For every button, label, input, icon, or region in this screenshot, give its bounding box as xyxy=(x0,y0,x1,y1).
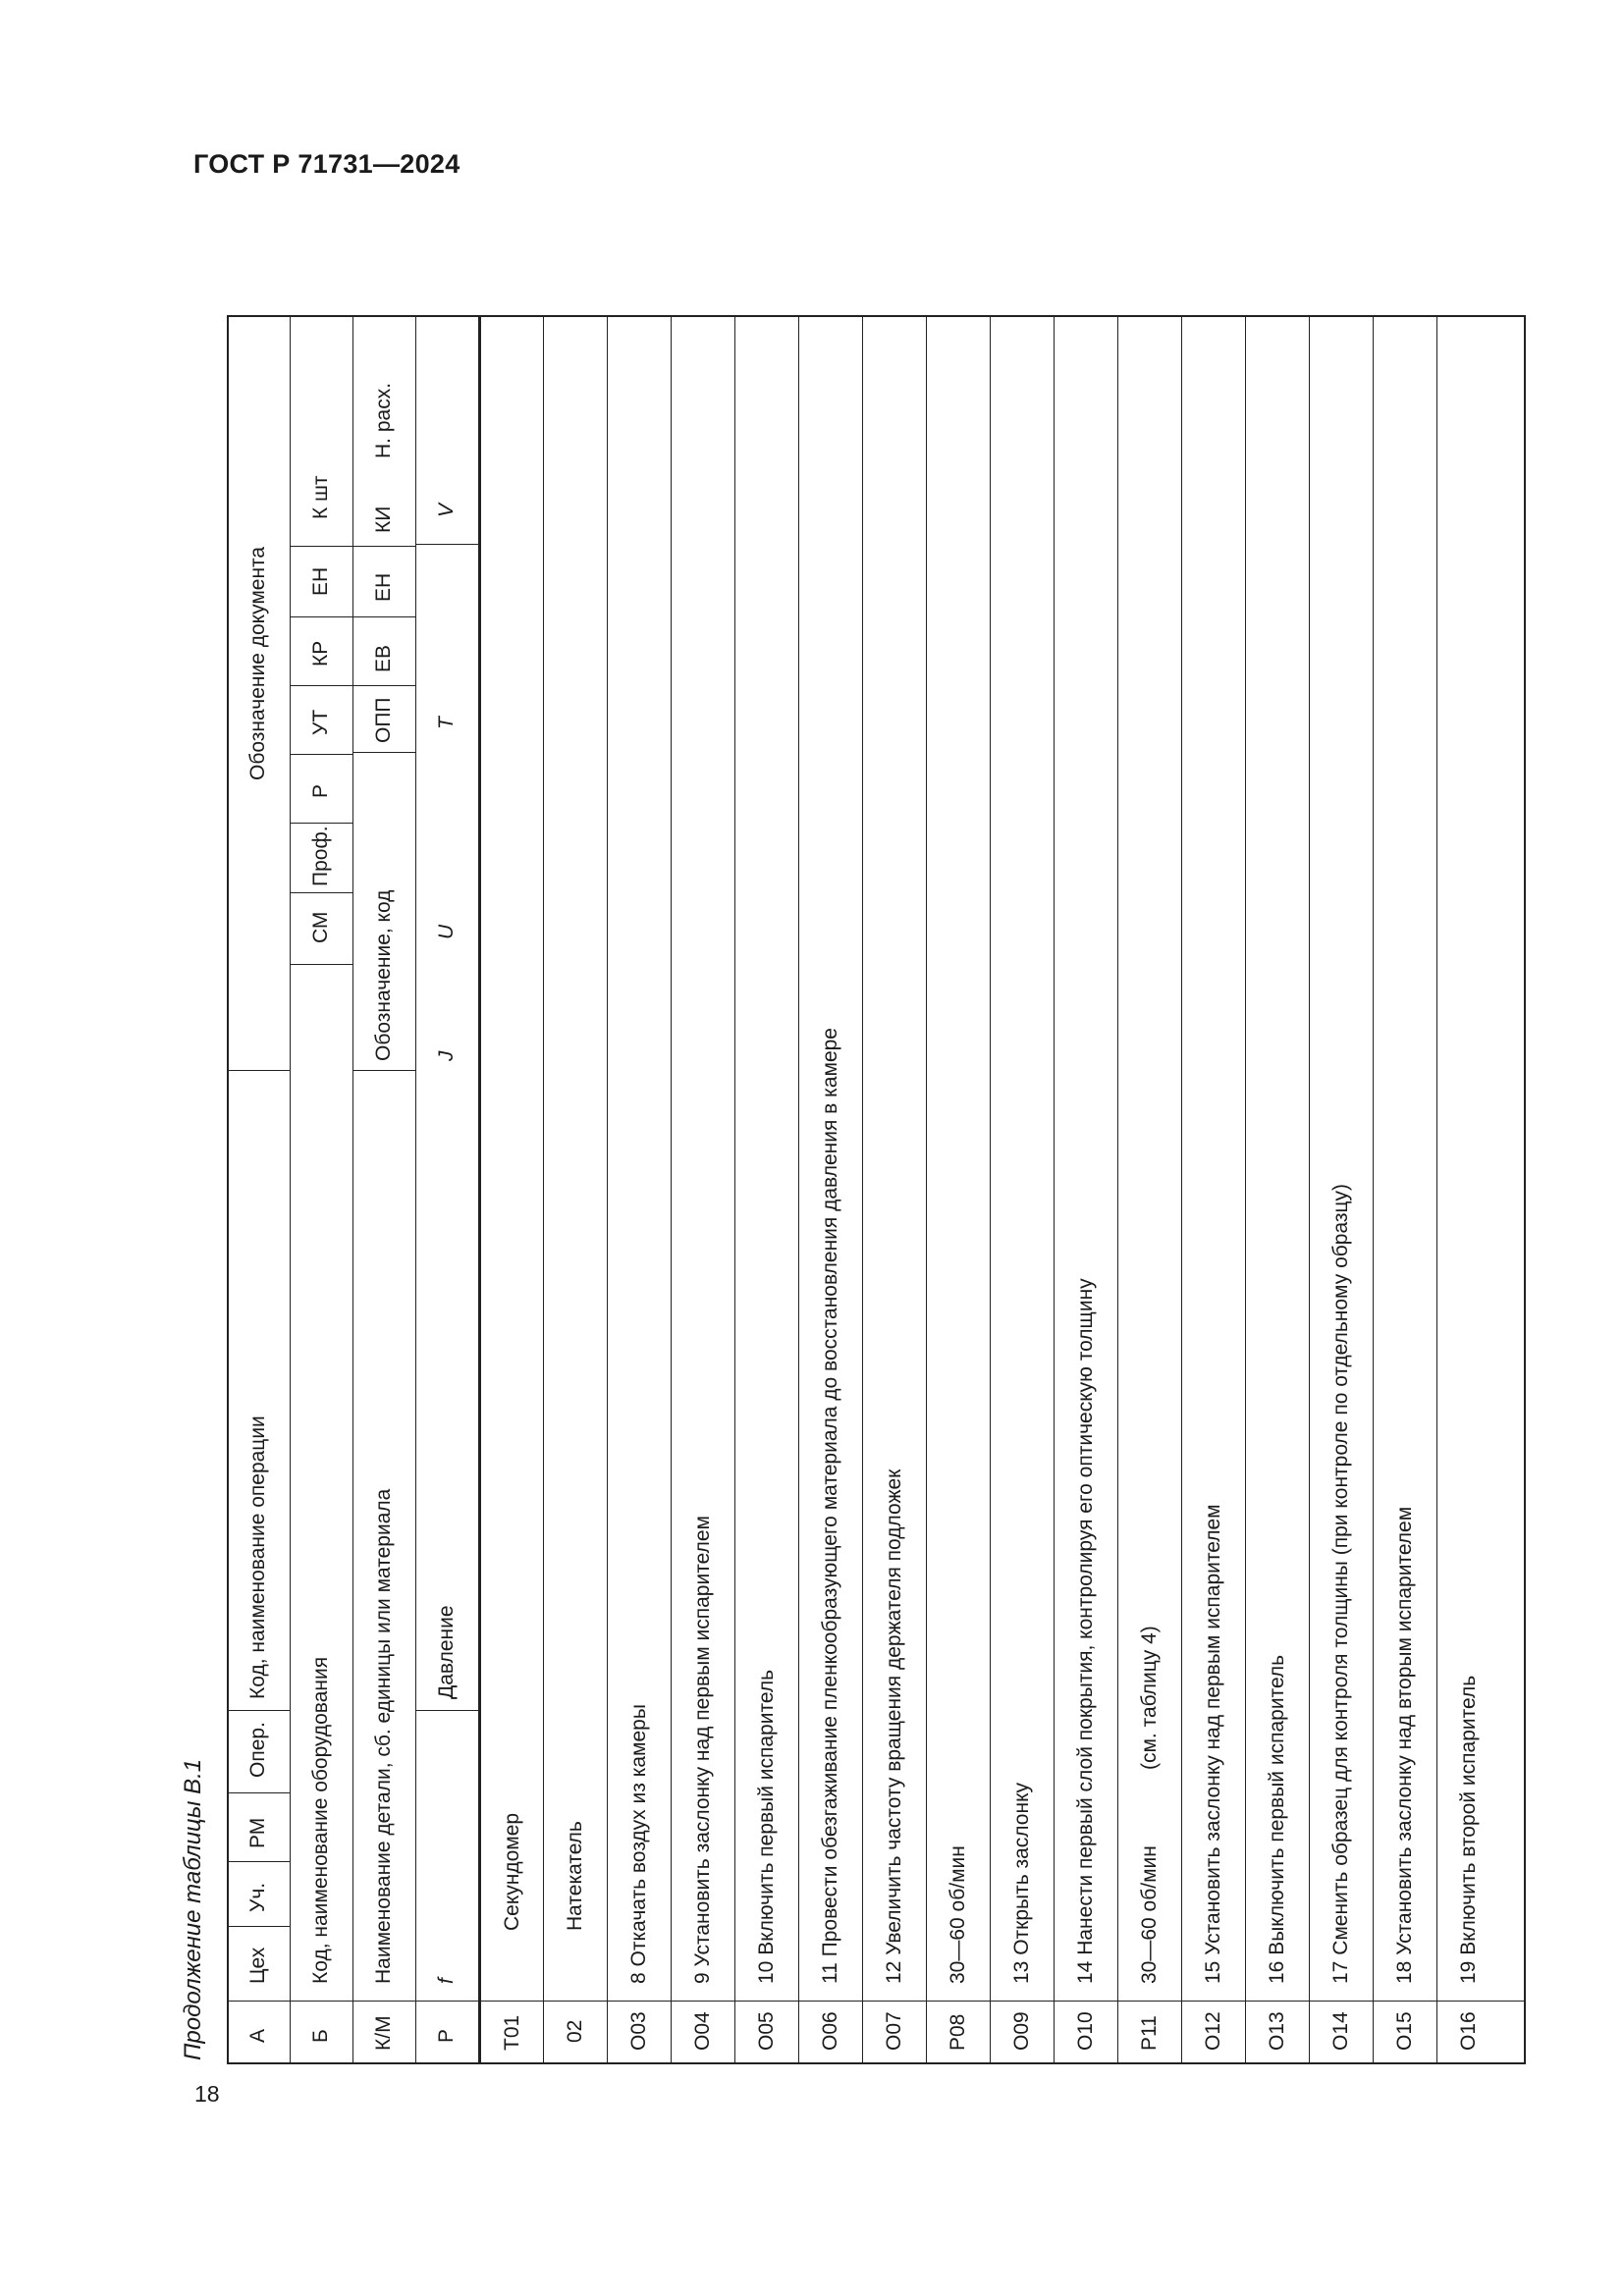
row-text: 12 Увеличить частоту вращения держателя подложек xyxy=(883,1468,905,1984)
row-code: О16 xyxy=(1457,2011,1480,2051)
row-text: 19 Включить второй испаритель xyxy=(1457,1675,1480,1984)
code-label-a: А xyxy=(246,2028,269,2043)
header-pressure: Давление xyxy=(435,1605,458,1699)
row-code: О06 xyxy=(819,2011,841,2051)
row-text: 8 Откачать воздух из камеры xyxy=(627,1704,650,1984)
row-code: О13 xyxy=(1266,2011,1288,2051)
row-text: 9 Установить заслонку над первым испарителем xyxy=(691,1516,714,1984)
row-code: Т01 xyxy=(501,2014,523,2051)
row-text: 13 Открыть заслонку xyxy=(1010,1783,1033,1984)
header-en-km: ЕН xyxy=(372,572,395,602)
code-label-km: К/М xyxy=(372,2015,395,2051)
header-designation-code: Обозначение, код xyxy=(372,889,395,1061)
header-doc-designation: Обозначение документа xyxy=(246,546,269,780)
route-card-table xyxy=(227,315,1526,2064)
header-ev: ЕВ xyxy=(372,644,395,672)
header-ki: КИ xyxy=(372,506,395,533)
row-code: О09 xyxy=(1010,2011,1033,2051)
header-n-rash: Н. расх. xyxy=(372,382,395,458)
row-code: Р11 xyxy=(1138,2015,1161,2051)
row-text: Натекатель xyxy=(564,1821,586,1931)
row-text: 10 Включить первый испаритель xyxy=(755,1669,778,1984)
header-prof: Проф. xyxy=(309,826,332,886)
header-rm: РМ xyxy=(246,1817,269,1848)
header-sm: СМ xyxy=(309,911,332,943)
header-en: ЕН xyxy=(309,566,332,596)
row-code: О15 xyxy=(1393,2011,1416,2051)
row-text: 11 Провести обезгаживание пленкообразующего материала до восстановления давления в камере xyxy=(819,1028,841,1984)
row-code: О12 xyxy=(1202,2011,1224,2051)
row-text: Секундомер xyxy=(501,1812,523,1931)
table-caption: Продолжение таблицы В.1 xyxy=(180,1758,206,2060)
header-j: J xyxy=(435,1050,458,1061)
header-opp: ОПП xyxy=(372,697,395,743)
header-kr: КР xyxy=(309,640,332,667)
header-equipment: Код, наименование оборудования xyxy=(309,1656,332,1984)
rotated-page-content xyxy=(0,18,1624,2296)
header-oper: Опер. xyxy=(246,1722,269,1778)
row-text: 30—60 об/мин xyxy=(947,1845,969,1984)
row-code: О04 xyxy=(691,2011,714,2051)
row-note: (см. таблицу 4) xyxy=(1138,1626,1161,1770)
header-tseh: Цех xyxy=(246,1947,269,1984)
header-ut: УТ xyxy=(309,709,332,735)
header-operation-name: Код, наименование операции xyxy=(246,1415,269,1699)
header-detail-name: Наименование детали, сб. единицы или материала xyxy=(372,1488,395,1984)
row-code: О14 xyxy=(1329,2011,1352,2051)
code-label-b: Б xyxy=(309,2029,332,2043)
row-code: О03 xyxy=(627,2011,650,2051)
row-text: 14 Нанести первый слой покрытия, контролируя его оптическую толщину xyxy=(1074,1278,1097,1984)
header-u: U xyxy=(435,924,458,939)
code-label-p: Р xyxy=(435,2028,458,2043)
row-code: Р08 xyxy=(947,2013,969,2051)
header-t: T xyxy=(435,717,458,729)
row-text: 17 Сменить образец для контроля толщины (при контроле по отдельному образцу) xyxy=(1329,1183,1352,1984)
page-number: 18 xyxy=(194,2081,220,2107)
header-k-sht: К шт xyxy=(309,475,332,519)
standard-title: ГОСТ Р 71731—2024 xyxy=(193,149,460,179)
header-uch: Уч. xyxy=(246,1882,269,1912)
row-text: 30—60 об/мин xyxy=(1138,1845,1161,1984)
row-code: 02 xyxy=(564,2019,586,2043)
row-text: 15 Установить заслонку над первым испарителем xyxy=(1202,1504,1224,1984)
row-text: 18 Установить заслонку над вторым испарителем xyxy=(1393,1506,1416,1984)
row-code: О10 xyxy=(1074,2011,1097,2051)
header-v: V xyxy=(435,503,458,517)
header-r: Р xyxy=(309,783,332,798)
row-code: О05 xyxy=(755,2011,778,2051)
row-text: 16 Выключить первый испаритель xyxy=(1266,1654,1288,1984)
header-f: f xyxy=(435,1978,458,1984)
row-code: О07 xyxy=(883,2011,905,2051)
